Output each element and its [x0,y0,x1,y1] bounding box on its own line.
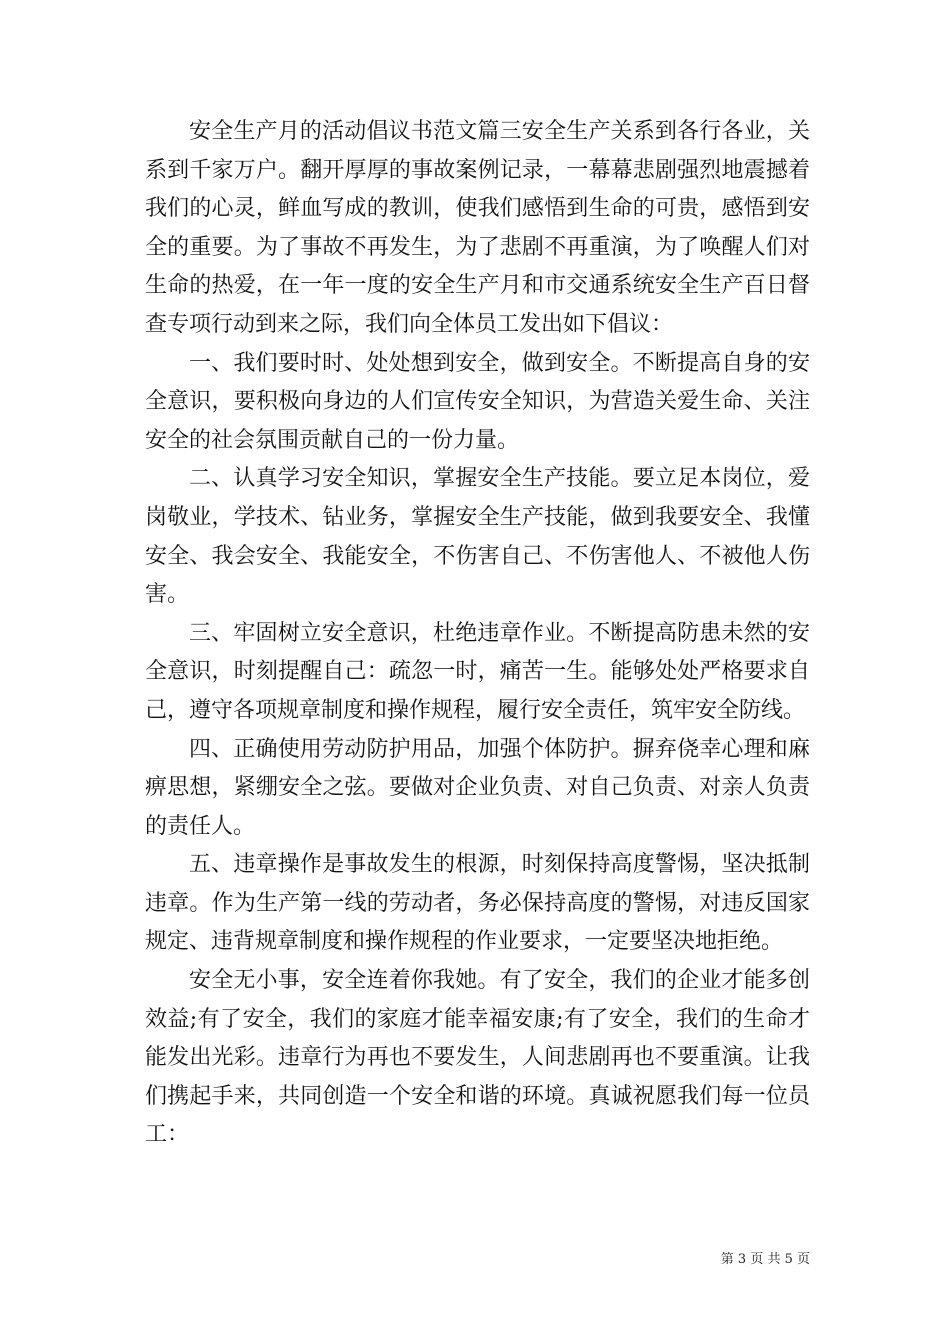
paragraph-closing: 安全无小事，安全连着你我她。有了安全，我们的企业才能多创效益;有了安全，我们的家庭才能幸福安康;有了安全，我们的生命才能发出光彩。违章行为再也不要发生，人间悲剧再也不要重演。让我们携起手来，共同创造一个安全和谐的环境。真诚祝愿我们每一位员工： [145,968,810,1148]
paragraph-intro: 安全生产月的活动倡议书范文篇三安全生产关系到各行各业，关系到千家万户。翻开厚厚的事故案例记录，一幕幕悲剧强烈地震撼着我们的心灵，鲜血写成的教训，使我们感悟到生命的可贵，感悟到安全的重要。为了事故不再发生，为了悲剧不再重演，为了唤醒人们对生命的热爱，在一年一度的安全生产月和市交通系统安全生产百日督查专项行动到来之际，我们向全体员工发出如下倡议： [145,119,810,337]
paragraph-item-2: 二、认真学习安全知识，掌握安全生产技能。要立足本岗位，爱岗敬业，学技术、钻业务，掌握安全生产技能，做到我要安全、我懂安全、我会安全、我能安全，不伤害自己、不伤害他人、不被他人伤害。 [145,466,810,608]
paragraph-item-4: 四、正确使用劳动防护用品，加强个体防护。摒弃侥幸心理和麻痹思想，紧绷安全之弦。要做对企业负责、对自己负责、对亲人负责的责任人。 [145,736,810,839]
page-number-footer: 第 3 页 共 5 页 [720,1252,810,1267]
paragraph-item-5: 五、违章操作是事故发生的根源，时刻保持高度警惕，坚决抵制违章。作为生产第一线的劳动者，务必保持高度的警惕，对违反国家规定、违背规章制度和操作规程的作业要求，一定要坚决地拒绝。 [145,852,810,955]
paragraph-item-1: 一、我们要时时、处处想到安全，做到安全。不断提高自身的安全意识，要积极向身边的人们宣传安全知识，为营造关爱生命、关注安全的社会氛围贡献自己的一份力量。 [145,350,810,453]
paragraph-item-3: 三、牢固树立安全意识，杜绝违章作业。不断提高防患未然的安全意识，时刻提醒自己：疏忽一时，痛苦一生。能够处处严格要求自己，遵守各项规章制度和操作规程，履行安全责任，筑牢安全防线。 [145,620,810,723]
document-body [145,113,810,1155]
